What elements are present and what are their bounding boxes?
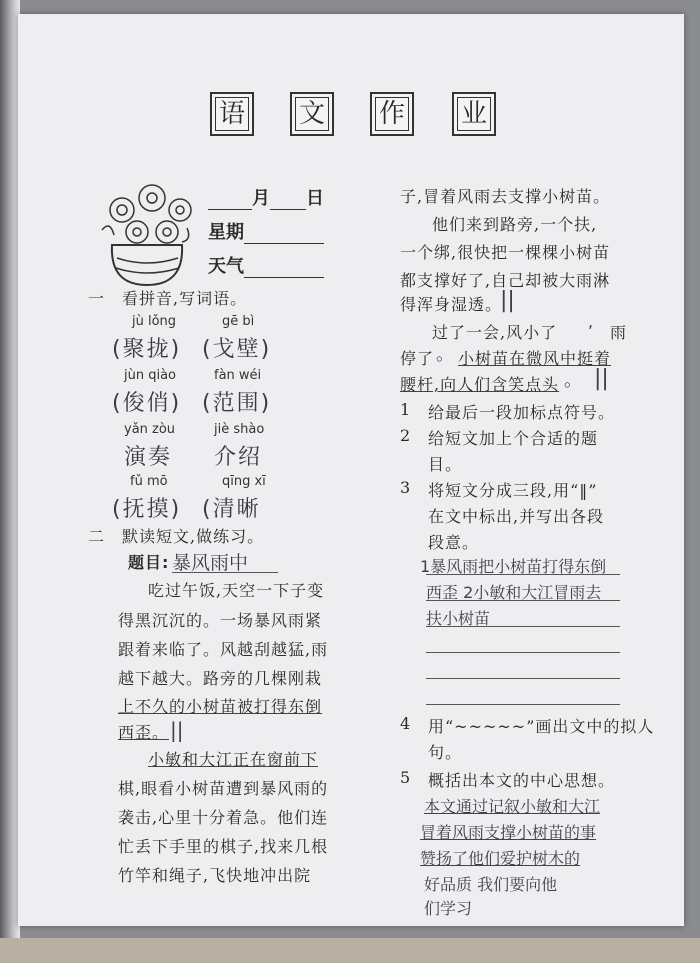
- answer-line: [426, 678, 620, 679]
- question-number: 5: [400, 768, 412, 787]
- question-text: 概括出本文的中心思想。: [428, 771, 616, 790]
- pinyin: fàn wéi: [214, 368, 262, 383]
- passage-line: 小敏和大江正在窗前下: [148, 750, 319, 769]
- question-text: 将短文分成三段,用“‖”: [428, 481, 598, 500]
- pinyin: jiè shào: [214, 422, 265, 437]
- handwritten-answer: 1暴风雨把小树苗打得东倒: [420, 557, 607, 576]
- question-text: 用“~~~~~”画出文中的拟人: [428, 717, 655, 736]
- title-label: 题目:: [128, 553, 170, 572]
- answer-line: [426, 704, 620, 705]
- question-text: 段意。: [428, 533, 480, 552]
- answer-line: [426, 574, 620, 575]
- handwritten-answer: (俊俏): [112, 391, 182, 416]
- section-mark: ||: [170, 718, 184, 742]
- answer-line: [426, 600, 620, 601]
- handwritten-answer: 好品质 我们要向他: [424, 875, 558, 894]
- passage-line: 停了: [400, 349, 435, 368]
- passage-line: 棋,眼看小树苗遭到暴风雨的: [118, 779, 329, 798]
- table-surface: [0, 938, 700, 963]
- handwritten-answer: (范围): [202, 391, 272, 416]
- handwritten-punctuation: ,: [588, 312, 594, 331]
- passage-line: 雨: [610, 323, 628, 342]
- handwritten-answer: 本文通过记叙小敏和大江: [424, 797, 601, 816]
- weather-field: 天气: [208, 252, 324, 278]
- pinyin: gē bì: [222, 314, 255, 329]
- passage-line: 上不久的小树苗被打得东倒: [118, 697, 323, 716]
- passage-line: 忙丢下手里的棋子,找来几根: [118, 837, 329, 856]
- handwritten-answer: 扶小树苗: [426, 609, 491, 628]
- title-char-box: 语: [210, 92, 254, 136]
- question-text: 给最后一段加标点符号。: [428, 403, 616, 422]
- passage-line: 小树苗在微风中挺着: [458, 349, 612, 368]
- pinyin: yǎn zòu: [124, 422, 176, 437]
- pinyin: jù lǒng: [132, 314, 177, 329]
- handwritten-answer: 演奏: [124, 445, 173, 470]
- question-text: 目。: [428, 455, 463, 474]
- passage-line: 跟着来临了。风越刮越猛,雨: [118, 640, 329, 659]
- passage-line: 西歪。: [118, 723, 170, 742]
- question-number: 3: [400, 478, 412, 497]
- handwritten-answer: (聚拢): [112, 337, 182, 362]
- passage-line: 腰杆,向人们含笑点头: [400, 375, 560, 394]
- passage-line: 得黑沉沉的。一场暴风雨紧: [118, 611, 323, 630]
- passage-line: 竹竿和绳子,飞快地冲出院: [118, 866, 312, 885]
- date-field: 月 日: [208, 184, 324, 210]
- question-number: 2: [400, 426, 412, 445]
- section-mark: ||: [500, 288, 515, 313]
- handwritten-punctuation: 。: [564, 370, 582, 391]
- section-mark: ||: [594, 366, 609, 391]
- handwritten-answer: (清晰: [202, 497, 261, 522]
- title-underline: [172, 572, 278, 573]
- passage-line: 都支撑好了,自己却被大雨淋: [400, 271, 611, 290]
- title-char-box: 作: [370, 92, 414, 136]
- passage-line: 越下越大。路旁的几棵刚栽: [118, 669, 323, 688]
- handwritten-answer: 介绍: [214, 445, 263, 470]
- passage-line: 吃过午饭,天空一下子变: [148, 581, 325, 600]
- handwritten-answer: 赞扬了他们爱护树木的: [420, 849, 581, 868]
- title-char-box: 业: [452, 92, 496, 136]
- flower-vase-icon: [92, 180, 202, 290]
- handwritten-answer: (戈壁): [202, 337, 272, 362]
- handwritten-punctuation: 。: [436, 344, 454, 365]
- handwritten-answer: 们学习: [424, 899, 473, 918]
- passage-line: 过了一会,风小了: [432, 323, 558, 342]
- question-text: 在文中标出,并写出各段: [428, 507, 605, 526]
- question-text: 给短文加上个合适的题: [428, 429, 599, 448]
- handwritten-title: 暴风雨中: [172, 552, 249, 574]
- passage-line: 子,冒着风雨去支撑小树苗。: [400, 187, 611, 206]
- passage-line: 他们来到路旁,一个扶,: [432, 215, 598, 234]
- handwritten-answer: 冒着风雨支撑小树苗的事: [420, 823, 597, 842]
- pinyin: qīng xī: [222, 474, 266, 489]
- binding-edge: [0, 0, 20, 963]
- question-number: 4: [400, 714, 412, 733]
- handwritten-answer: (抚摸): [112, 497, 182, 522]
- section2-heading: 二 默读短文,做练习。: [88, 527, 265, 546]
- pinyin: jùn qiào: [124, 368, 177, 383]
- answer-line: [426, 626, 620, 627]
- section1-heading: 一 看拼音,写词语。: [88, 289, 248, 308]
- weekday-field: 星期: [208, 218, 324, 244]
- answer-line: [426, 652, 620, 653]
- pinyin: fǔ mō: [130, 474, 168, 489]
- passage-line: 袭击,心里十分着急。他们连: [118, 808, 329, 827]
- handwritten-answer: 西歪 2小敏和大江冒雨去: [426, 583, 602, 602]
- question-number: 1: [400, 400, 412, 419]
- passage-line: 一个绑,很快把一棵棵小树苗: [400, 243, 611, 262]
- passage-line: 得浑身湿透。: [400, 295, 503, 314]
- title-char-box: 文: [290, 92, 334, 136]
- question-text: 句。: [428, 743, 463, 762]
- page-title: [210, 92, 510, 142]
